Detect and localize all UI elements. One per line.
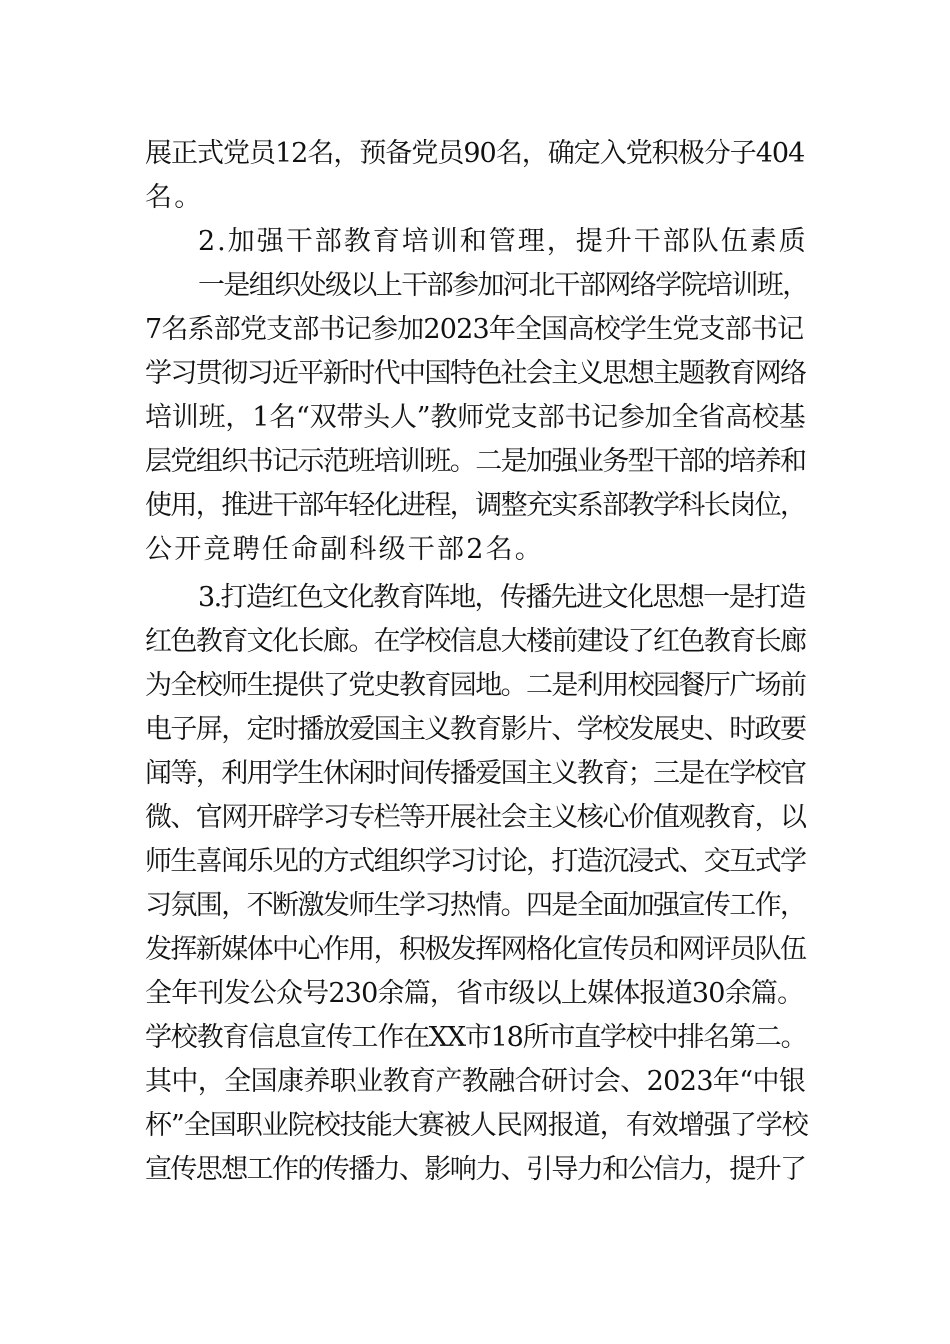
paragraph-line: 杯”全国职业院校技能大赛被人民网报道，有效增强了学校 <box>145 1110 808 1141</box>
paragraph-line: 公开竞聘任命副科级干部2名。 <box>145 534 544 565</box>
paragraph-line: 7名系部党支部书记参加2023年全国高校学生党支部书记 <box>145 314 804 345</box>
paragraph-line: 培训班，1名“双带头人”教师党支部书记参加全省高校基 <box>145 402 806 433</box>
paragraph-line: 学校教育信息宣传工作在XX市18所市直学校中排名第二。 <box>145 1022 807 1053</box>
paragraph-line: 学习贯彻习近平新时代中国特色社会主义思想主题教育网络 <box>145 358 806 389</box>
paragraph-line: 微、官网开辟学习专栏等开展社会主义核心价值观教育，以 <box>145 802 806 833</box>
paragraph-line: 名。 <box>145 182 204 213</box>
paragraph-line: 其中，全国康养职业教育产教融合研讨会、2023年“中银 <box>145 1066 806 1097</box>
paragraph-line: 为全校师生提供了党史教育园地。二是利用校园餐厅广场前 <box>145 670 806 701</box>
paragraph-line: 习氛围，不断激发师生学习热情。四是全面加强宣传工作， <box>145 890 806 921</box>
paragraph-line: 全年刊发公众号230余篇，省市级以上媒体报道30余篇。 <box>145 978 804 1009</box>
section-heading-3: 3.打造红色文化教育阵地，传播先进文化思想一是打造 <box>198 582 805 613</box>
section-heading-2: 2.加强干部教育培训和管理，提升干部队伍素质 <box>198 226 808 257</box>
paragraph-line: 层党组织书记示范班培训班。二是加强业务型干部的培养和 <box>145 446 806 477</box>
paragraph-line: 宣传思想工作的传播力、影响力、引导力和公信力，提升了 <box>145 1154 806 1185</box>
paragraph-line: 师生喜闻乐见的方式组织学习讨论，打造沉浸式、交互式学 <box>145 846 806 877</box>
paragraph-line: 使用，推进干部年轻化进程，调整充实系部教学科长岗位， <box>145 490 806 521</box>
paragraph-line: 电子屏，定时播放爱国主义教育影片、学校发展史、时政要 <box>145 714 806 745</box>
paragraph-line: 红色教育文化长廊。在学校信息大楼前建设了红色教育长廊 <box>145 626 806 657</box>
paragraph-line: 一是组织处级以上干部参加河北干部网络学院培训班， <box>198 270 808 301</box>
paragraph-line: 展正式党员12名，预备党员90名，确定入党积极分子404 <box>145 138 805 169</box>
paragraph-line: 闻等，利用学生休闲时间传播爱国主义教育；三是在学校官 <box>145 758 806 789</box>
paragraph-line: 发挥新媒体中心作用，积极发挥网格化宣传员和网评员队伍 <box>145 934 806 965</box>
